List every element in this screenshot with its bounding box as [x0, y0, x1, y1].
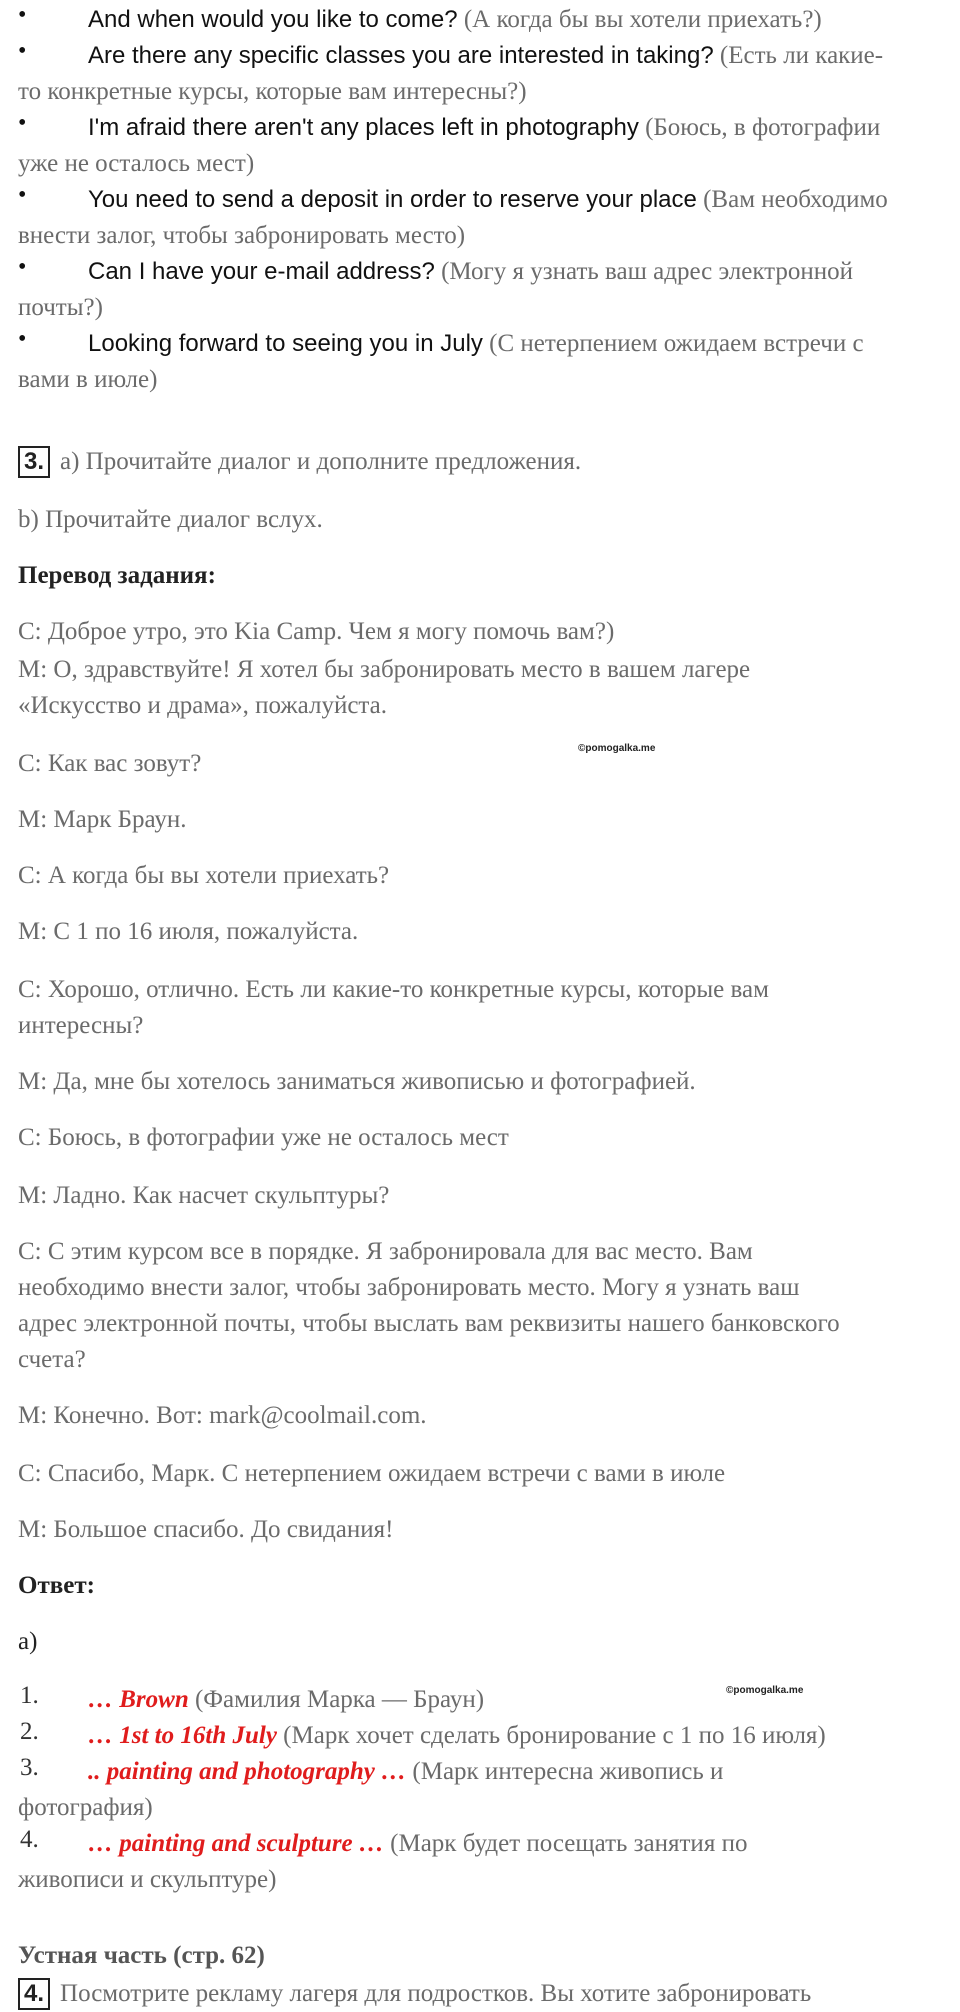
dialogue-line: счета?	[18, 1346, 86, 1373]
bullet-item-continued: почты?)	[18, 294, 103, 321]
watermark: ©pomogalka.me	[726, 1685, 804, 1696]
bullet-marker: •	[18, 38, 27, 64]
answer-number: 4.	[20, 1826, 39, 1853]
dialogue-line: C: А когда бы вы хотели приехать?	[18, 862, 390, 889]
translation-heading: Перевод задания:	[18, 562, 216, 589]
answer-part-label: a)	[18, 1628, 38, 1655]
answer-heading: Ответ:	[18, 1572, 95, 1599]
dialogue-line: M: Конечно. Вот: mark@coolmail.com.	[18, 1402, 427, 1429]
bullet-item: You need to send a deposit in order to reserve your place (Вам необходимо	[88, 186, 888, 213]
dialogue-line: адрес электронной почты, чтобы выслать вам реквизиты нашего банковского	[18, 1310, 840, 1337]
bullet-item-continued: уже не осталось мест)	[18, 150, 255, 177]
dialogue-line: C: Боюсь, в фотографии уже не осталось мест	[18, 1124, 509, 1151]
dialogue-line: M: Ладно. Как насчет скульптуры?	[18, 1182, 390, 1209]
bullet-item: Are there any specific classes you are interested in taking? (Есть ли какие-	[88, 42, 884, 69]
bullet-marker: •	[18, 182, 27, 208]
bullet-item-continued: то конкретные курсы, которые вам интересны?)	[18, 78, 527, 105]
answer-item: … painting and sculpture … (Марк будет посещать занятия по	[88, 1830, 748, 1857]
dialogue-line: «Искусство и драма», пожалуйста.	[18, 692, 388, 719]
dialogue-line: необходимо внести залог, чтобы забронировать место. Могу я узнать ваш	[18, 1274, 800, 1301]
bullet-marker: •	[18, 326, 27, 352]
bullet-marker: •	[18, 110, 27, 136]
bullet-item: And when would you like to come? (А когда бы вы хотели приехать?)	[88, 6, 822, 33]
dialogue-line: C: Доброе утро, это Kia Camp. Чем я могу помочь вам?)	[18, 618, 615, 645]
answer-item-continued: живописи и скульптуре)	[18, 1866, 277, 1893]
watermark: ©pomogalka.me	[578, 743, 656, 754]
dialogue-line: C: Спасибо, Марк. С нетерпением ожидаем встречи с вами в июле	[18, 1460, 726, 1487]
bullet-item: Can I have your e-mail address? (Могу я узнать ваш адрес электронной	[88, 258, 854, 285]
bullet-item: Looking forward to seeing you in July (С нетерпением ожидаем встречи с	[88, 330, 864, 357]
dialogue-line: M: О, здравствуйте! Я хотел бы забронировать место в вашем лагере	[18, 656, 751, 683]
dialogue-line: C: Как вас зовут?	[18, 750, 202, 777]
bullet-marker: •	[18, 2, 27, 28]
bullet-marker: •	[18, 254, 27, 280]
dialogue-line: M: Марк Браун.	[18, 806, 187, 833]
dialogue-line: C: С этим курсом все в порядке. Я забронировала для вас место. Вам	[18, 1238, 753, 1265]
answer-item: … 1st to 16th July (Марк хочет сделать бронирование с 1 по 16 июля)	[88, 1722, 826, 1749]
task3-instruction-b: b) Прочитайте диалог вслух.	[18, 506, 323, 533]
dialogue-line: M: Большое спасибо. До свидания!	[18, 1516, 394, 1543]
answer-number: 1.	[20, 1682, 39, 1709]
task3-instruction-a: 3. a) Прочитайте диалог и дополните предложения.	[18, 444, 581, 480]
task4-instruction: 4. Посмотрите рекламу лагеря для подростков. Вы хотите забронировать	[18, 1976, 811, 2012]
oral-part-heading: Устная часть (стр. 62)	[18, 1942, 265, 1969]
dialogue-line: C: Хорошо, отлично. Есть ли какие-то конкретные курсы, которые вам	[18, 976, 769, 1003]
bullet-item-continued: вами в июле)	[18, 366, 158, 393]
answer-item: … Brown (Фамилия Марка — Браун)	[88, 1686, 485, 1713]
task-number-badge: 4.	[18, 1978, 50, 2010]
answer-item-continued: фотография)	[18, 1794, 153, 1821]
answer-number: 3.	[20, 1754, 39, 1781]
answer-number: 2.	[20, 1718, 39, 1745]
dialogue-line: M: Да, мне бы хотелось заниматься живописью и фотографией.	[18, 1068, 696, 1095]
answer-item: .. painting and photography … (Марк интересна живопись и	[88, 1758, 724, 1785]
bullet-item-continued: внести залог, чтобы забронировать место)	[18, 222, 466, 249]
task-number-badge: 3.	[18, 446, 50, 478]
dialogue-line: M: С 1 по 16 июля, пожалуйста.	[18, 918, 359, 945]
dialogue-line: интересны?	[18, 1012, 144, 1039]
bullet-item: I'm afraid there aren't any places left in photography (Боюсь, в фотографии	[88, 114, 881, 141]
